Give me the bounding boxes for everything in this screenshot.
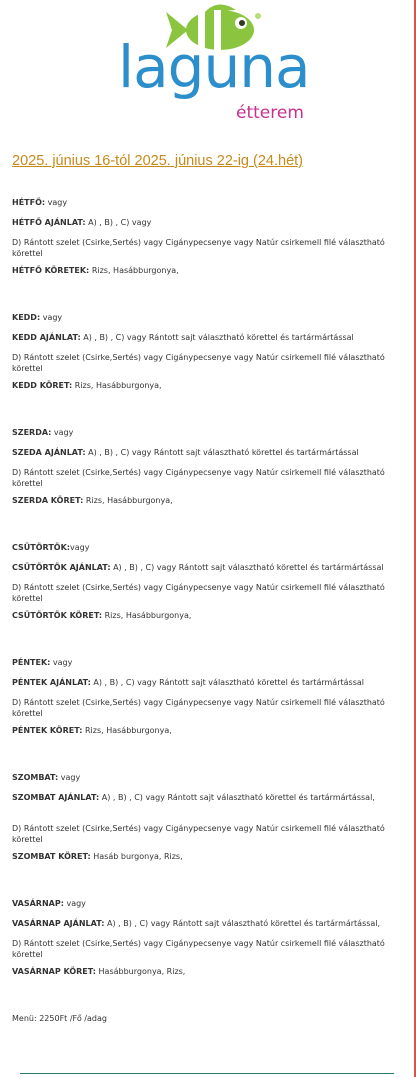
day-monday [12, 197, 404, 276]
divider [20, 1073, 394, 1074]
day-heading [12, 542, 404, 553]
day-name: SZERDA: [12, 428, 52, 437]
option-d-line: D) Rántott szelet (Csirke,Sertés) vagy Cigánypecsenye vagy Natúr csirkemell filé választható körettel [12, 238, 385, 258]
option-d-line: D) Rántott szelet (Csirke,Sertés) vagy Cigánypecsenye vagy Natúr csirkemell filé választható körettel [12, 698, 385, 718]
day-heading-rest: vagy [70, 543, 90, 552]
offer-line [12, 447, 404, 458]
day-name: HÉTFŐ: [12, 198, 46, 207]
logo-subtitle: étterem [236, 103, 304, 123]
option-d-line: D) Rántott szelet (Csirke,Sertés) vagy Cigánypecsenye vagy Natúr csirkemell filé választható körettel [12, 583, 385, 603]
offer-line [12, 332, 404, 343]
day-heading-rest: vagy [60, 773, 81, 782]
day-name: SZOMBAT: [12, 773, 59, 782]
day-heading-rest: vagy [47, 198, 68, 207]
day-heading-rest: vagy [52, 658, 73, 667]
side-line [12, 265, 404, 276]
offer-label: SZEDA AJÁNLAT: [12, 448, 86, 457]
offer-label: CSÜTÖRTÖK AJÁNLAT: [12, 563, 111, 572]
day-heading [12, 898, 404, 909]
menu-price: Menü: 2250Ft /Fő /adag [12, 1014, 107, 1023]
side-line [12, 851, 404, 862]
day-name: CSÜTÖRTÖK: [12, 543, 70, 552]
offer-label: SZOMBAT AJÁNLAT: [12, 793, 100, 802]
day-name: VASÁRNAP: [12, 899, 64, 908]
offer-line [12, 677, 404, 688]
side-line [12, 725, 404, 736]
side-text: Rizs, Hasábburgonya, [74, 381, 162, 390]
side-label: CSÜTÖRTÖK KÖRET: [12, 611, 103, 620]
day-name: PÉNTEK: [12, 658, 51, 667]
offer-line [12, 217, 404, 228]
offer-line [12, 562, 404, 573]
side-text: Rizs, Hasábburgonya, [104, 611, 192, 620]
offer-text: A) , B) , C) vagy Rántott sajt választható körettel és tartármártással [93, 678, 364, 687]
offer-text: A) , B) , C) vagy [88, 218, 152, 227]
day-saturday [12, 772, 404, 862]
logo-wordmark: laguna [118, 33, 310, 101]
restaurant-logo [0, 0, 416, 128]
week-title: 2025. június 16-tól 2025. június 22-ig (24.hét) [12, 153, 303, 169]
side-label: PÉNTEK KÖRET: [12, 726, 83, 735]
day-tuesday [12, 312, 404, 391]
side-label: SZOMBAT KÖRET: [12, 852, 91, 861]
day-heading [12, 197, 404, 208]
side-label: SZERDA KÖRET: [12, 496, 84, 505]
side-line [12, 966, 404, 977]
option-d-line: D) Rántott szelet (Csirke,Sertés) vagy Cigánypecsenye vagy Natúr csirkemell filé választható körettel [12, 353, 385, 373]
day-heading [12, 312, 404, 323]
side-label: KEDD KÖRET: [12, 381, 73, 390]
day-heading-rest: vagy [53, 428, 74, 437]
option-d-line: D) Rántott szelet (Csirke,Sertés) vagy Cigánypecsenye vagy Natúr csirkemell filé választható körettel [12, 939, 385, 959]
side-text: Hasábburgonya, Rizs, [98, 967, 186, 976]
side-line [12, 610, 404, 621]
offer-line [12, 792, 404, 803]
day-thursday [12, 542, 404, 621]
side-text: Rizs, Hasábburgonya, [85, 496, 173, 505]
day-sunday [12, 898, 404, 977]
offer-line [12, 918, 404, 929]
day-heading [12, 657, 404, 668]
offer-text: A) , B) , C) vagy Rántott sajt választható körettel és tartármártással, [101, 793, 375, 802]
side-line [12, 380, 404, 391]
side-text: Hasáb burgonya, Rizs, [93, 852, 183, 861]
offer-text: A) , B) , C) vagy Rántott sajt választható körettel és tartármártással [113, 563, 384, 572]
side-text: Rizs, Hasábburgonya, [91, 266, 179, 275]
side-text: Rizs, Hasábburgonya, [84, 726, 172, 735]
side-line [12, 495, 404, 506]
offer-label: VASÁRNAP AJÁNLAT: [12, 919, 105, 928]
option-d-line: D) Rántott szelet (Csirke,Sertés) vagy Cigánypecsenye vagy Natúr csirkemell filé választható körettel [12, 824, 385, 844]
day-heading [12, 427, 404, 438]
option-d-line: D) Rántott szelet (Csirke,Sertés) vagy Cigánypecsenye vagy Natúr csirkemell filé választható körettel [12, 468, 385, 488]
offer-text: A) , B) , C) vagy Rántott sajt választható körettel és tartármártással [88, 448, 359, 457]
offer-label: PÉNTEK AJÁNLAT: [12, 678, 91, 687]
day-heading-rest: vagy [42, 313, 63, 322]
offer-text: A) , B) , C) vagy Rántott sajt választható körettel és tartármártással [83, 333, 354, 342]
offer-label: KEDD AJÁNLAT: [12, 333, 81, 342]
offer-text: A) , B) , C) vagy Rántott sajt választható körettel és tartármártással, [106, 919, 381, 928]
side-label: VASÁRNAP KÖRET: [12, 967, 96, 976]
day-name: KEDD: [12, 313, 41, 322]
side-label: HÉTFŐ KÖRETEK: [12, 266, 90, 275]
day-wednesday [12, 427, 404, 506]
weekly-menu [12, 197, 404, 1024]
day-friday [12, 657, 404, 736]
day-heading [12, 772, 404, 783]
offer-label: HÉTFŐ AJÁNLAT: [12, 218, 86, 227]
day-heading-rest: vagy [66, 899, 86, 908]
